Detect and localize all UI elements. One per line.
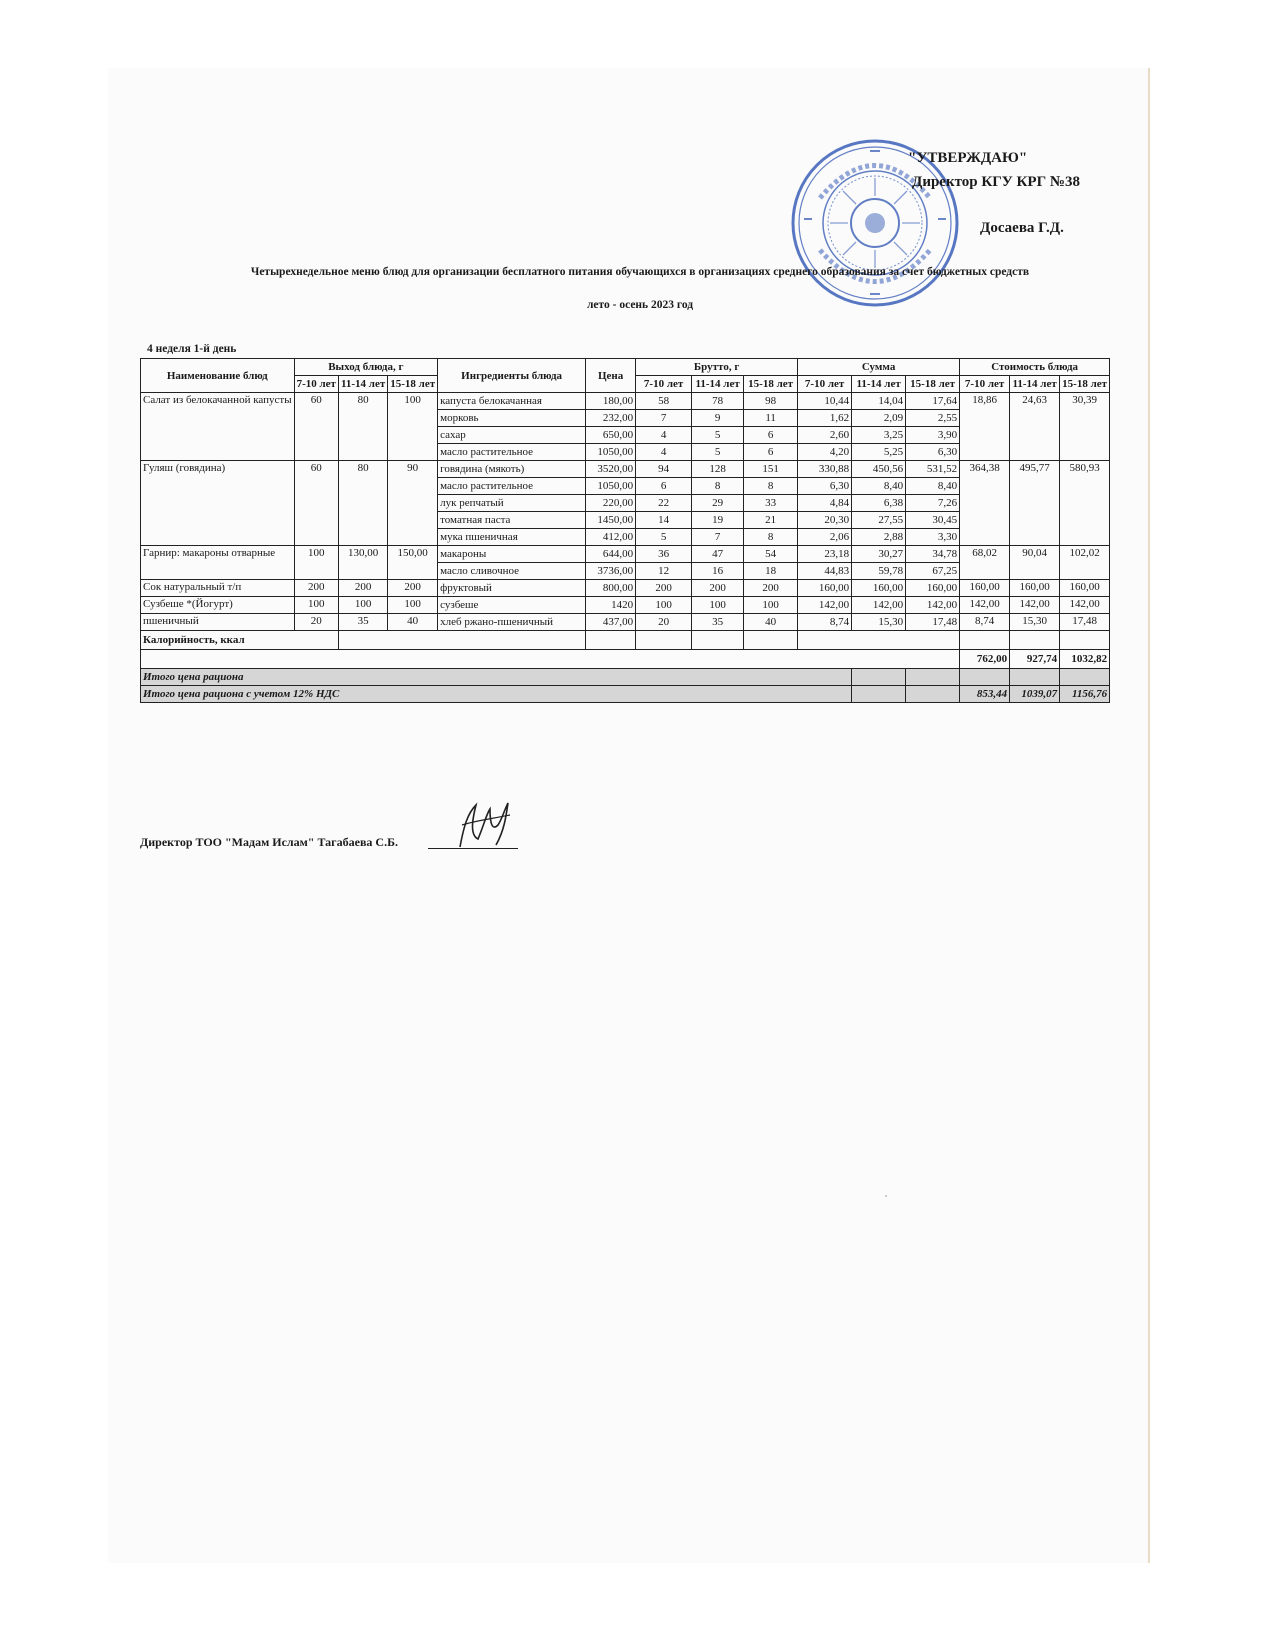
brutto-cell: 5	[692, 427, 744, 444]
brutto-cell: 36	[636, 546, 692, 563]
brutto-cell: 6	[636, 478, 692, 495]
brutto-cell: 8	[692, 478, 744, 495]
header-ingredients: Ингредиенты блюда	[438, 359, 586, 393]
brutto-cell: 7	[636, 410, 692, 427]
ingredient-name-cell: масло растительное	[438, 444, 586, 461]
sum-cell: 6,30	[906, 444, 960, 461]
header-age: 11-14 лет	[1010, 376, 1060, 393]
brutto-cell: 47	[692, 546, 744, 563]
dish-output-cell: 100	[294, 546, 338, 580]
brutto-cell: 6	[744, 444, 798, 461]
total-cost-cell: 927,74	[1010, 650, 1060, 669]
ingredient-row	[141, 597, 1110, 614]
header-age: 11-14 лет	[692, 376, 744, 393]
director-signature-line: Директор ТОО "Мадам Ислам" Тагабаева С.Б.	[140, 835, 399, 849]
brutto-cell: 78	[692, 393, 744, 410]
sum-cell: 17,48	[906, 614, 960, 631]
sum-cell: 4,20	[798, 444, 852, 461]
dish-output-cell: 100	[338, 597, 387, 614]
sum-cell: 27,55	[852, 512, 906, 529]
brutto-cell: 5	[692, 444, 744, 461]
ingredient-name-cell: макароны	[438, 546, 586, 563]
sum-cell: 3,90	[906, 427, 960, 444]
brutto-cell: 100	[692, 597, 744, 614]
dish-cost-cell: 68,02	[960, 546, 1010, 580]
sum-cell: 2,60	[798, 427, 852, 444]
paper-edge	[1148, 68, 1150, 1563]
ingredient-row	[141, 580, 1110, 597]
brutto-cell: 151	[744, 461, 798, 478]
ration-vat-cell: 1156,76	[1060, 686, 1110, 703]
brutto-cell: 94	[636, 461, 692, 478]
brutto-cell: 100	[636, 597, 692, 614]
ingredient-row	[141, 461, 1110, 478]
ingredient-price-cell: 437,00	[586, 614, 636, 631]
approval-position: Директор КГУ КРГ №38	[912, 174, 1080, 190]
header-age: 15-18 лет	[906, 376, 960, 393]
dish-output-cell: 200	[294, 580, 338, 597]
brutto-cell: 33	[744, 495, 798, 512]
brutto-cell: 16	[692, 563, 744, 580]
ration-vat-row	[141, 686, 1110, 703]
sum-cell: 4,84	[798, 495, 852, 512]
ingredient-name-cell: сузбеше	[438, 597, 586, 614]
dish-cost-cell: 495,77	[1010, 461, 1060, 546]
dish-cost-cell: 15,30	[1010, 614, 1060, 631]
total-cost-cell: 762,00	[960, 650, 1010, 669]
dish-name-cell: Салат из белокачанной капусты	[141, 393, 295, 461]
ingredient-name-cell: мука пшеничная	[438, 529, 586, 546]
ingredient-name-cell: говядина (мякоть)	[438, 461, 586, 478]
sum-cell: 44,83	[798, 563, 852, 580]
ration-vat-cell: 1039,07	[1010, 686, 1060, 703]
approval-heading: "УТВЕРЖДАЮ"	[908, 150, 1028, 166]
ingredient-price-cell: 220,00	[586, 495, 636, 512]
sum-cell: 7,26	[906, 495, 960, 512]
calories-label: Калорийность, ккал	[141, 631, 339, 650]
ingredient-row	[141, 614, 1110, 631]
header-sum: Сумма	[798, 359, 960, 376]
dish-cost-cell: 160,00	[1060, 580, 1110, 597]
dish-cost-cell: 90,04	[1010, 546, 1060, 580]
ingredient-name-cell: фруктовый	[438, 580, 586, 597]
sum-cell: 14,04	[852, 393, 906, 410]
sum-cell: 20,30	[798, 512, 852, 529]
header-price: Цена	[586, 359, 636, 393]
menu-body	[141, 393, 1110, 703]
ingredient-price-cell: 1050,00	[586, 478, 636, 495]
dish-output-cell: 150,00	[388, 546, 438, 580]
sum-cell: 330,88	[798, 461, 852, 478]
dish-output-cell: 100	[388, 393, 438, 461]
sum-cell: 2,88	[852, 529, 906, 546]
ingredient-name-cell: томатная паста	[438, 512, 586, 529]
brutto-cell: 14	[636, 512, 692, 529]
sum-cell: 2,06	[798, 529, 852, 546]
dish-output-cell: 200	[338, 580, 387, 597]
dish-cost-cell: 160,00	[960, 580, 1010, 597]
header-output: Выход блюда, г	[294, 359, 438, 376]
ration-vat-label: Итого цена рациона с учетом 12% НДС	[141, 686, 852, 703]
ingredient-name-cell: масло сливочное	[438, 563, 586, 580]
sum-cell: 5,25	[852, 444, 906, 461]
sum-cell: 8,40	[906, 478, 960, 495]
brutto-cell: 8	[744, 529, 798, 546]
dish-cost-cell: 160,00	[1010, 580, 1060, 597]
ingredient-row	[141, 546, 1110, 563]
calories-row	[141, 631, 1110, 650]
brutto-cell: 29	[692, 495, 744, 512]
day-label: 4 неделя 1-й день	[147, 343, 237, 355]
dish-cost-cell: 142,00	[1010, 597, 1060, 614]
brutto-cell: 5	[636, 529, 692, 546]
sum-cell: 8,40	[852, 478, 906, 495]
ingredient-row	[141, 393, 1110, 410]
dish-cost-cell: 142,00	[1060, 597, 1110, 614]
dish-output-cell: 20	[294, 614, 338, 631]
dish-cost-cell: 24,63	[1010, 393, 1060, 461]
sum-cell: 142,00	[906, 597, 960, 614]
dish-name-cell: Сок натуральный т/п	[141, 580, 295, 597]
approval-block	[908, 146, 1080, 240]
brutto-cell: 8	[744, 478, 798, 495]
ingredient-price-cell: 1420	[586, 597, 636, 614]
header-age: 15-18 лет	[388, 376, 438, 393]
dish-output-cell: 100	[388, 597, 438, 614]
brutto-cell: 21	[744, 512, 798, 529]
ingredient-name-cell: масло растительное	[438, 478, 586, 495]
dish-output-cell: 80	[338, 393, 387, 461]
sum-cell: 8,74	[798, 614, 852, 631]
brutto-cell: 4	[636, 427, 692, 444]
sum-cell: 15,30	[852, 614, 906, 631]
header-age: 15-18 лет	[744, 376, 798, 393]
ration-total-row	[141, 669, 1110, 686]
brutto-cell: 54	[744, 546, 798, 563]
ingredient-price-cell: 3520,00	[586, 461, 636, 478]
sum-cell: 59,78	[852, 563, 906, 580]
ingredient-price-cell: 800,00	[586, 580, 636, 597]
sum-cell: 6,38	[852, 495, 906, 512]
sum-cell: 3,30	[906, 529, 960, 546]
brutto-cell: 40	[744, 614, 798, 631]
brutto-cell: 11	[744, 410, 798, 427]
dish-output-cell: 60	[294, 393, 338, 461]
dish-output-cell: 90	[388, 461, 438, 546]
brutto-cell: 9	[692, 410, 744, 427]
ration-vat-cell: 853,44	[960, 686, 1010, 703]
brutto-cell: 12	[636, 563, 692, 580]
ingredient-name-cell: лук репчатый	[438, 495, 586, 512]
sum-cell: 67,25	[906, 563, 960, 580]
ration-total-label: Итого цена рациона	[141, 669, 852, 686]
dish-output-cell: 100	[294, 597, 338, 614]
header-cost: Стоимость блюда	[960, 359, 1110, 376]
brutto-cell: 98	[744, 393, 798, 410]
dish-name-cell: Сузбеше *(Йогурт)	[141, 597, 295, 614]
ingredient-price-cell: 180,00	[586, 393, 636, 410]
header-dish-name: Наименование блюд	[141, 359, 295, 393]
sum-cell: 34,78	[906, 546, 960, 563]
ingredient-name-cell: морковь	[438, 410, 586, 427]
dish-cost-cell: 580,93	[1060, 461, 1110, 546]
sum-cell: 23,18	[798, 546, 852, 563]
dish-name-cell: пшеничный	[141, 614, 295, 631]
header-age: 7-10 лет	[636, 376, 692, 393]
sum-cell: 450,56	[852, 461, 906, 478]
dish-output-cell: 35	[338, 614, 387, 631]
header-age: 7-10 лет	[798, 376, 852, 393]
dish-cost-cell: 142,00	[960, 597, 1010, 614]
dish-output-cell: 130,00	[338, 546, 387, 580]
brutto-cell: 4	[636, 444, 692, 461]
header-age: 7-10 лет	[294, 376, 338, 393]
brutto-cell: 58	[636, 393, 692, 410]
dish-cost-cell: 102,02	[1060, 546, 1110, 580]
sum-cell: 30,27	[852, 546, 906, 563]
dish-output-cell: 60	[294, 461, 338, 546]
sum-cell: 10,44	[798, 393, 852, 410]
ingredient-price-cell: 3736,00	[586, 563, 636, 580]
sum-cell: 160,00	[906, 580, 960, 597]
header-age: 11-14 лет	[852, 376, 906, 393]
ingredient-price-cell: 1050,00	[586, 444, 636, 461]
sum-cell: 1,62	[798, 410, 852, 427]
approval-name: Досаева Г.Д.	[980, 220, 1064, 236]
sum-cell: 2,55	[906, 410, 960, 427]
brutto-cell: 200	[636, 580, 692, 597]
sum-cell: 531,52	[906, 461, 960, 478]
sum-cell: 17,64	[906, 393, 960, 410]
sum-cell: 2,09	[852, 410, 906, 427]
brutto-cell: 200	[692, 580, 744, 597]
sum-cell: 6,30	[798, 478, 852, 495]
brutto-cell: 22	[636, 495, 692, 512]
dish-output-cell: 80	[338, 461, 387, 546]
brutto-cell: 19	[692, 512, 744, 529]
brutto-cell: 200	[744, 580, 798, 597]
ingredient-price-cell: 650,00	[586, 427, 636, 444]
sum-cell: 160,00	[798, 580, 852, 597]
brutto-cell: 6	[744, 427, 798, 444]
header-age: 15-18 лет	[1060, 376, 1110, 393]
paper-speck	[885, 1195, 887, 1197]
dish-cost-cell: 17,48	[1060, 614, 1110, 631]
handwritten-signature	[450, 795, 520, 855]
header-brutto: Брутто, г	[636, 359, 798, 376]
dish-output-cell: 40	[388, 614, 438, 631]
ingredient-name-cell: хлеб ржано-пшеничный	[438, 614, 586, 631]
total-cost-cell: 1032,82	[1060, 650, 1110, 669]
ingredient-name-cell: капуста белокачанная	[438, 393, 586, 410]
dish-name-cell: Гарнир: макароны отварные	[141, 546, 295, 580]
ingredient-price-cell: 412,00	[586, 529, 636, 546]
header-age: 7-10 лет	[960, 376, 1010, 393]
brutto-cell: 18	[744, 563, 798, 580]
sum-cell: 142,00	[798, 597, 852, 614]
dish-cost-cell: 8,74	[960, 614, 1010, 631]
sum-cell: 160,00	[852, 580, 906, 597]
sum-cell: 142,00	[852, 597, 906, 614]
brutto-cell: 7	[692, 529, 744, 546]
dish-name-cell: Гуляш (говядина)	[141, 461, 295, 546]
dish-cost-cell: 364,38	[960, 461, 1010, 546]
document-title: Четырехнедельное меню блюд для организации бесплатного питания обучающихся в организациях среднего образования за счет бюджетных средств	[250, 266, 1030, 278]
total-cost-row	[141, 650, 1110, 669]
brutto-cell: 128	[692, 461, 744, 478]
dish-cost-cell: 18,86	[960, 393, 1010, 461]
sum-cell: 3,25	[852, 427, 906, 444]
ingredient-price-cell: 232,00	[586, 410, 636, 427]
dish-output-cell: 200	[388, 580, 438, 597]
document-season: лето - осень 2023 год	[586, 299, 694, 311]
paper-sheet	[108, 68, 1150, 1563]
brutto-cell: 100	[744, 597, 798, 614]
header-age: 11-14 лет	[338, 376, 387, 393]
ingredient-price-cell: 644,00	[586, 546, 636, 563]
brutto-cell: 35	[692, 614, 744, 631]
dish-cost-cell: 30,39	[1060, 393, 1110, 461]
ingredient-price-cell: 1450,00	[586, 512, 636, 529]
brutto-cell: 20	[636, 614, 692, 631]
sum-cell: 30,45	[906, 512, 960, 529]
menu-table	[140, 358, 1110, 703]
ingredient-name-cell: сахар	[438, 427, 586, 444]
